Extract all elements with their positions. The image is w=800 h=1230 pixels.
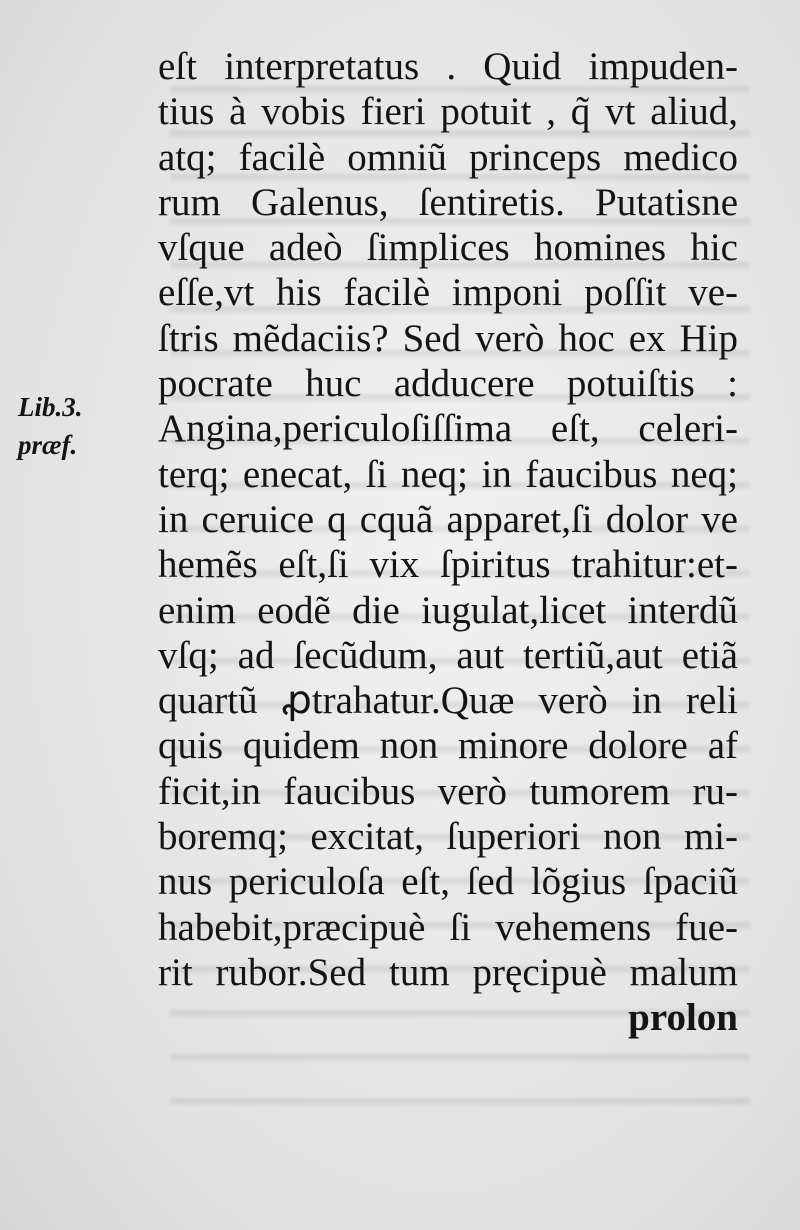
text-line: nus periculoſa eſt, ſed lõgius ſpaciũ — [158, 860, 738, 904]
text-line: quis quidem non minore dolore af — [158, 724, 738, 768]
text-line: boremq; excitat, ſuperiori non mi- — [158, 815, 738, 859]
margin-note-line: Lib.3. — [18, 392, 83, 422]
text-line: hemẽs eſt,ſi vix ſpiritus trahitur:et- — [158, 543, 738, 587]
text-line: vſq; ad ſecũdum, aut tertiũ,aut etiã — [158, 633, 738, 677]
margin-note — [18, 388, 128, 464]
text-line: prolon — [628, 996, 738, 1040]
text-line: habebit,præcipuè ſi vehemens fue- — [158, 905, 738, 949]
text-line: enim eodẽ die iugulat,licet interdũ — [158, 588, 738, 632]
text-line — [158, 1041, 738, 1086]
text-line: terq; enecat, ſi neq; in faucibus neq; — [158, 452, 738, 496]
text-line: in ceruice q cquã apparet,ſi dolor ve — [158, 497, 738, 541]
catchword — [158, 1088, 738, 1133]
margin-note-line: præf. — [18, 430, 78, 460]
text-line: atq; facilè omniũ princeps medico — [158, 135, 738, 179]
text-line: tius à vobis fieri potuit , q̃ vt aliud, — [158, 90, 738, 134]
text-line: quartũ ꝓtrahatur.Quæ verò in reli — [158, 679, 738, 723]
body-text — [158, 44, 738, 1133]
text-line: rit rubor.Sed tum pręcipuè malum — [158, 950, 738, 994]
text-line: ſtris mẽdaciis? Sed verò hoc ex Hip — [158, 316, 738, 360]
text-line: vſque adeò ſimplices homines hic — [158, 226, 738, 270]
text-line: rum Galenus, ſentiretis. Putatisne — [158, 180, 738, 224]
text-line: eſt interpretatus . Quid impuden- — [158, 45, 738, 88]
text-line: pocrate huc adducere potuiſtis : — [158, 362, 738, 406]
text-line: Angina,periculoſiſſima eſt, celeri- — [158, 407, 738, 451]
text-line: ficit,in faucibus verò tumorem ru- — [158, 769, 738, 813]
text-line: eſſe,vt his facilè imponi poſſit ve- — [158, 271, 738, 315]
